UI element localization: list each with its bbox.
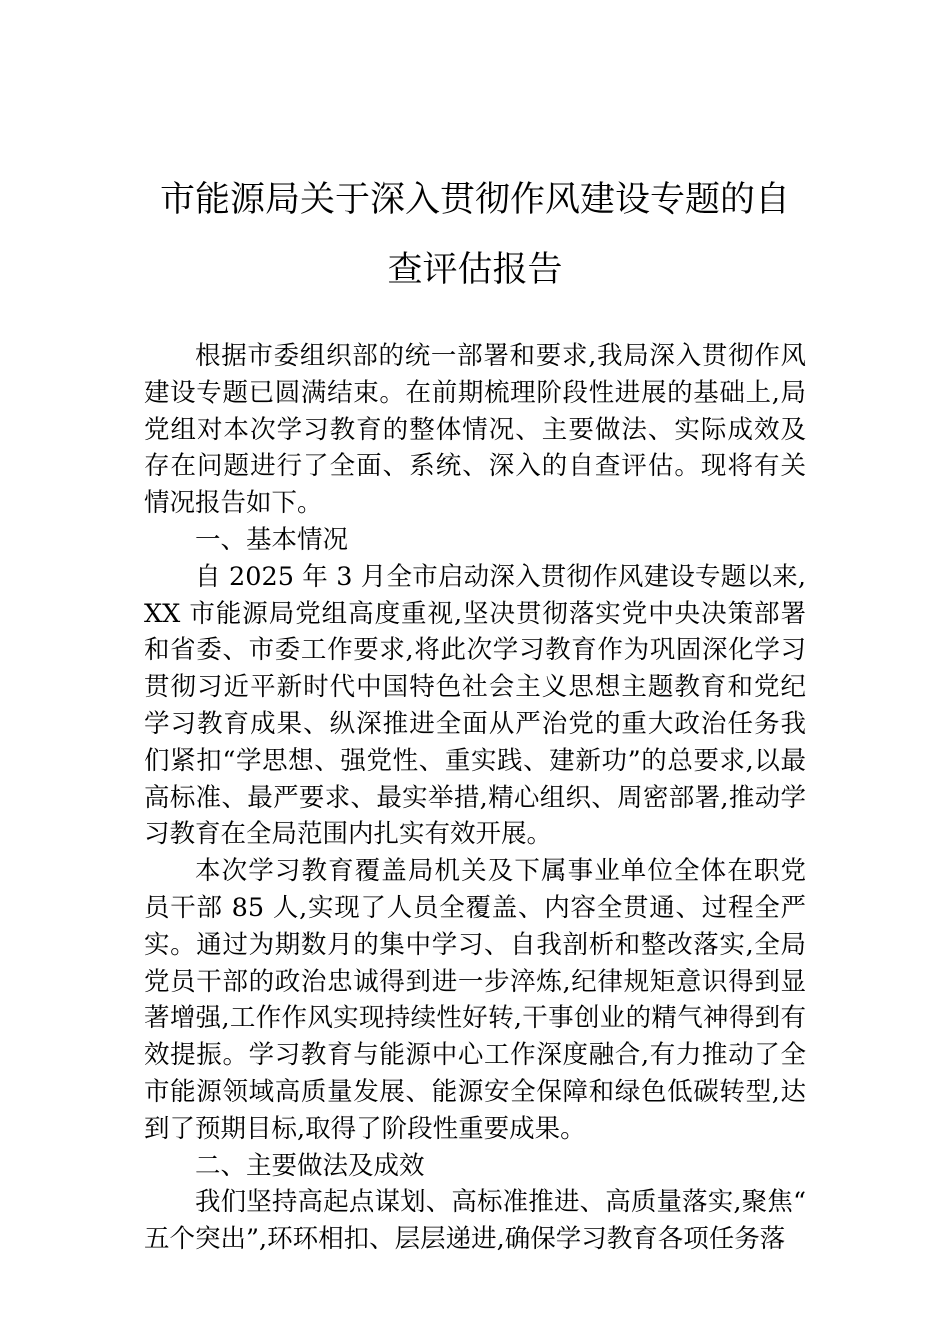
intro-paragraph: 根据市委组织部的统一部署和要求,我局深入贯彻作风建设专题已圆满结束。在前期梳理阶段性进展的基础上,局党组对本次学习教育的整体情况、主要做法、实际成效及存在问题进行了全面、系统、深入的自查评估。现将有关情况报告如下。	[144, 341, 806, 519]
main-practices-paragraph: 我们坚持高起点谋划、高标准推进、高质量落实,聚焦“五个突出”,环环相扣、层层递进,确保学习教育各项任务落	[144, 1187, 806, 1255]
document-title-line-1: 市能源局关于深入贯彻作风建设专题的自	[159, 180, 790, 220]
section-heading-basic-situation: 一、基本情况	[195, 524, 349, 555]
basic-situation-paragraph-1: 自 2025 年 3 月全市启动深入贯彻作风建设专题以来,XX 市能源局党组高度重视,坚决贯彻落实党中央决策部署和省委、市委工作要求,将此次学习教育作为巩固深化学习贯彻习近平新时代中国特色社会主义思想主题教育和党纪学习教育成果、纵深推进全面从严治党的重大政治任务我们紧扣“学思想、强党性、重实践、建新功”的总要求,以最高标准、最严要求、最实举措,精心组织、周密部署,推动学习教育在全局范围内扎实有效开展。	[144, 561, 806, 850]
document-title-line-2: 查评估报告	[387, 250, 563, 290]
basic-situation-paragraph-2: 本次学习教育覆盖局机关及下属事业单位全体在职党员干部 85 人,实现了人员全覆盖、内容全贯通、过程全严实。通过为期数月的集中学习、自我剖析和整改落实,全局党员干部的政治忠诚得到进一步淬炼,纪律规矩意识得到显著增强,工作作风实现持续性好转,干事创业的精气神得到有效提振。学习教育与能源中心工作深度融合,有力推动了全市能源领域高质量发展、能源安全保障和绿色低碳转型,达到了预期目标,取得了阶段性重要成果。	[144, 856, 806, 1144]
section-heading-main-practices: 二、主要做法及成效	[195, 1150, 425, 1181]
document-body	[144, 338, 806, 1258]
